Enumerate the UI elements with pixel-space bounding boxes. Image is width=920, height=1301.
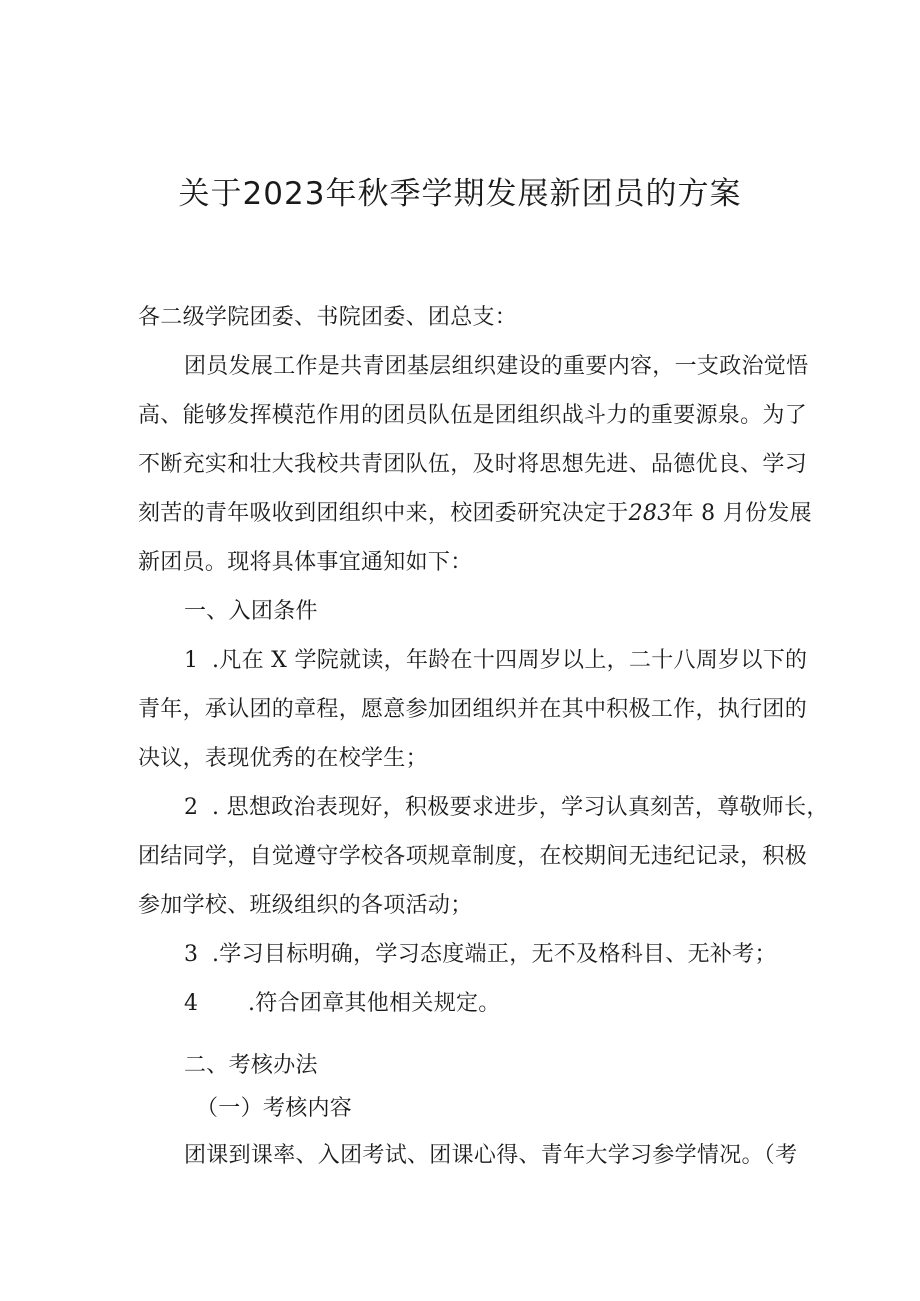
intro-line-2: 高、能够发挥模范作用的团员队伍是团组织战斗力的重要源泉。为了 bbox=[138, 403, 808, 428]
intro-line-3: 不断充实和壮大我校共青团队伍，及时将思想先进、品德优良、学习 bbox=[138, 452, 808, 477]
section2-heading: 二、考核办法 bbox=[184, 1053, 318, 1078]
item2-line-2: 团结同学，自觉遵守学校各项规章制度，在校期间无违纪记录，积极 bbox=[138, 844, 808, 869]
item2-number: 2 bbox=[184, 795, 199, 820]
section2-sub1: （一）考核内容 bbox=[196, 1096, 353, 1121]
item4-number: 4 bbox=[184, 991, 199, 1016]
item2-line-1 bbox=[184, 793, 829, 823]
document-title: 关于2023年秋季学期发展新团员的方案 bbox=[178, 176, 742, 212]
intro-line-4 bbox=[138, 499, 812, 529]
intro-line-4-year: 283 bbox=[628, 501, 672, 526]
intro-line-5: 新团员。现将具体事宜通知如下： bbox=[138, 550, 473, 575]
item3-line-1 bbox=[184, 940, 777, 970]
item1-text-1: .凡在 X 学院就读，年龄在十四周岁以上，二十八周岁以下的 bbox=[212, 648, 808, 673]
section2-line-1: 团课到课率、入团考试、团课心得、青年大学习参学情况。（考 bbox=[184, 1143, 798, 1168]
item1-line-3: 决议，表现优秀的在校学生； bbox=[138, 746, 428, 771]
item1-line-2: 青年，承认团的章程，愿意参加团组织并在其中积极工作，执行团的 bbox=[138, 697, 808, 722]
item1-number: 1 bbox=[184, 648, 199, 673]
item1-line-1 bbox=[184, 646, 807, 676]
section1-heading: 一、入团条件 bbox=[184, 599, 318, 624]
salutation: 各二级学院团委、书院团委、团总支： bbox=[138, 305, 518, 330]
item3-text-1: .学习目标明确，学习态度端正，无不及格科目、无补考； bbox=[212, 942, 777, 967]
intro-line-1: 团员发展工作是共青团基层组织建设的重要内容，一支政治觉悟 bbox=[184, 354, 809, 379]
item4-line-1 bbox=[184, 989, 501, 1019]
item4-text-1: .符合团章其他相关规定。 bbox=[248, 991, 501, 1016]
item2-text-1: . 思想政治表现好，积极要求进步，学习认真刻苦，尊敬师长， bbox=[212, 795, 829, 820]
item3-number: 3 bbox=[184, 942, 199, 967]
intro-line-4-text-b: 年 8 月份发展 bbox=[671, 501, 812, 526]
item2-line-3: 参加学校、班级组织的各项活动； bbox=[138, 893, 473, 918]
intro-line-4-text-a: 刻苦的青年吸收到团组织中来，校团委研究决定于 bbox=[138, 501, 629, 526]
